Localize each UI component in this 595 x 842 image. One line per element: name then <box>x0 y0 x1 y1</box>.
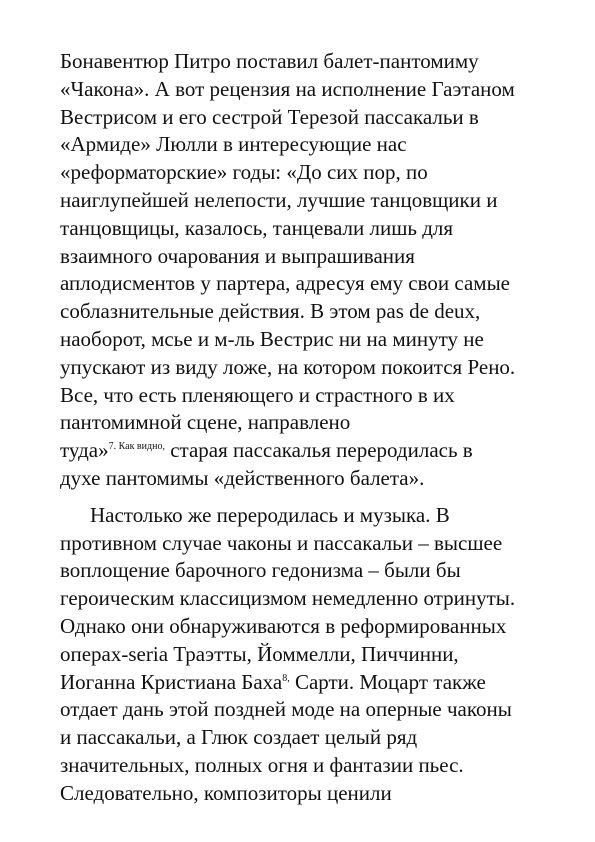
text-line: «Армиде» Люлли в интересующие нас <box>60 132 407 157</box>
text-line: воплощение барочного гедонизма – были бы <box>60 558 461 583</box>
text-line: танцовщицы, казалось, танцевали лишь для <box>60 215 454 240</box>
text-line: Однако они обнаруживаются в реформированных <box>60 613 507 638</box>
text-line: взаимного очарования и выпрашивания <box>60 243 415 268</box>
text-line: «Чакона». А вот рецензия на исполнение Гаэтаном <box>60 76 515 101</box>
text-line-footnote-7 <box>60 437 560 465</box>
footnote-ref-8: 8, <box>282 672 290 684</box>
text-line: героическим классицизмом немедленно отринуты. <box>60 586 516 611</box>
text-line-indented: Настолько же переродилась и музыка. В <box>90 502 450 527</box>
paragraph-gap <box>60 493 560 502</box>
text-segment: Сарти. Моцарт также <box>289 669 486 694</box>
text-line: пантомимной сцене, направлено <box>60 410 351 435</box>
text-segment: туда» <box>60 438 109 463</box>
text-line: операх-seria Траэтты, Йоммелли, Пиччинни, <box>60 641 459 666</box>
text-line: значительных, полных огня и фантазии пьес. <box>60 752 464 777</box>
text-line: соблазнительные действия. В этом pas de deux, <box>60 299 481 324</box>
text-line: противном случае чаконы и пассакальи – высшее <box>60 530 503 555</box>
footnote-ref-7: 7. Как видно, <box>108 441 165 453</box>
text-line: духе пантомимы «действенного балета». <box>60 465 425 490</box>
text-line-footnote-8 <box>60 669 560 697</box>
text-line: и пассакальи, а Глюк создает целый ряд <box>60 725 418 750</box>
text-line: наиглупейшей нелепости, лучшие танцовщики и <box>60 187 498 212</box>
text-line: Вестрисом и его сестрой Терезой пассакальи в <box>60 104 479 129</box>
body-text <box>60 48 560 808</box>
text-line: аплодисментов у партера, адресуя ему свои самые <box>60 271 511 296</box>
text-segment: Иоганна Кристиана Баха <box>60 669 283 694</box>
text-line: Бонавентюр Питро поставил балет-пантомиму <box>60 49 479 73</box>
text-line: Все, что есть пленяющего и страстного в их <box>60 382 455 407</box>
text-line: Следовательно, композиторы ценили <box>60 780 392 805</box>
text-segment: старая пассакалья переродилась в <box>164 438 473 463</box>
text-line: отдает дань этой поздней моде на оперные чаконы <box>60 697 512 722</box>
text-line: упускают из виду ложе, на котором покоится Рено. <box>60 354 516 379</box>
text-line: «реформаторские» годы: «До сих пор, по <box>60 160 428 185</box>
text-line: наоборот, мсье и м-ль Вестрис ни на минуту не <box>60 326 484 351</box>
